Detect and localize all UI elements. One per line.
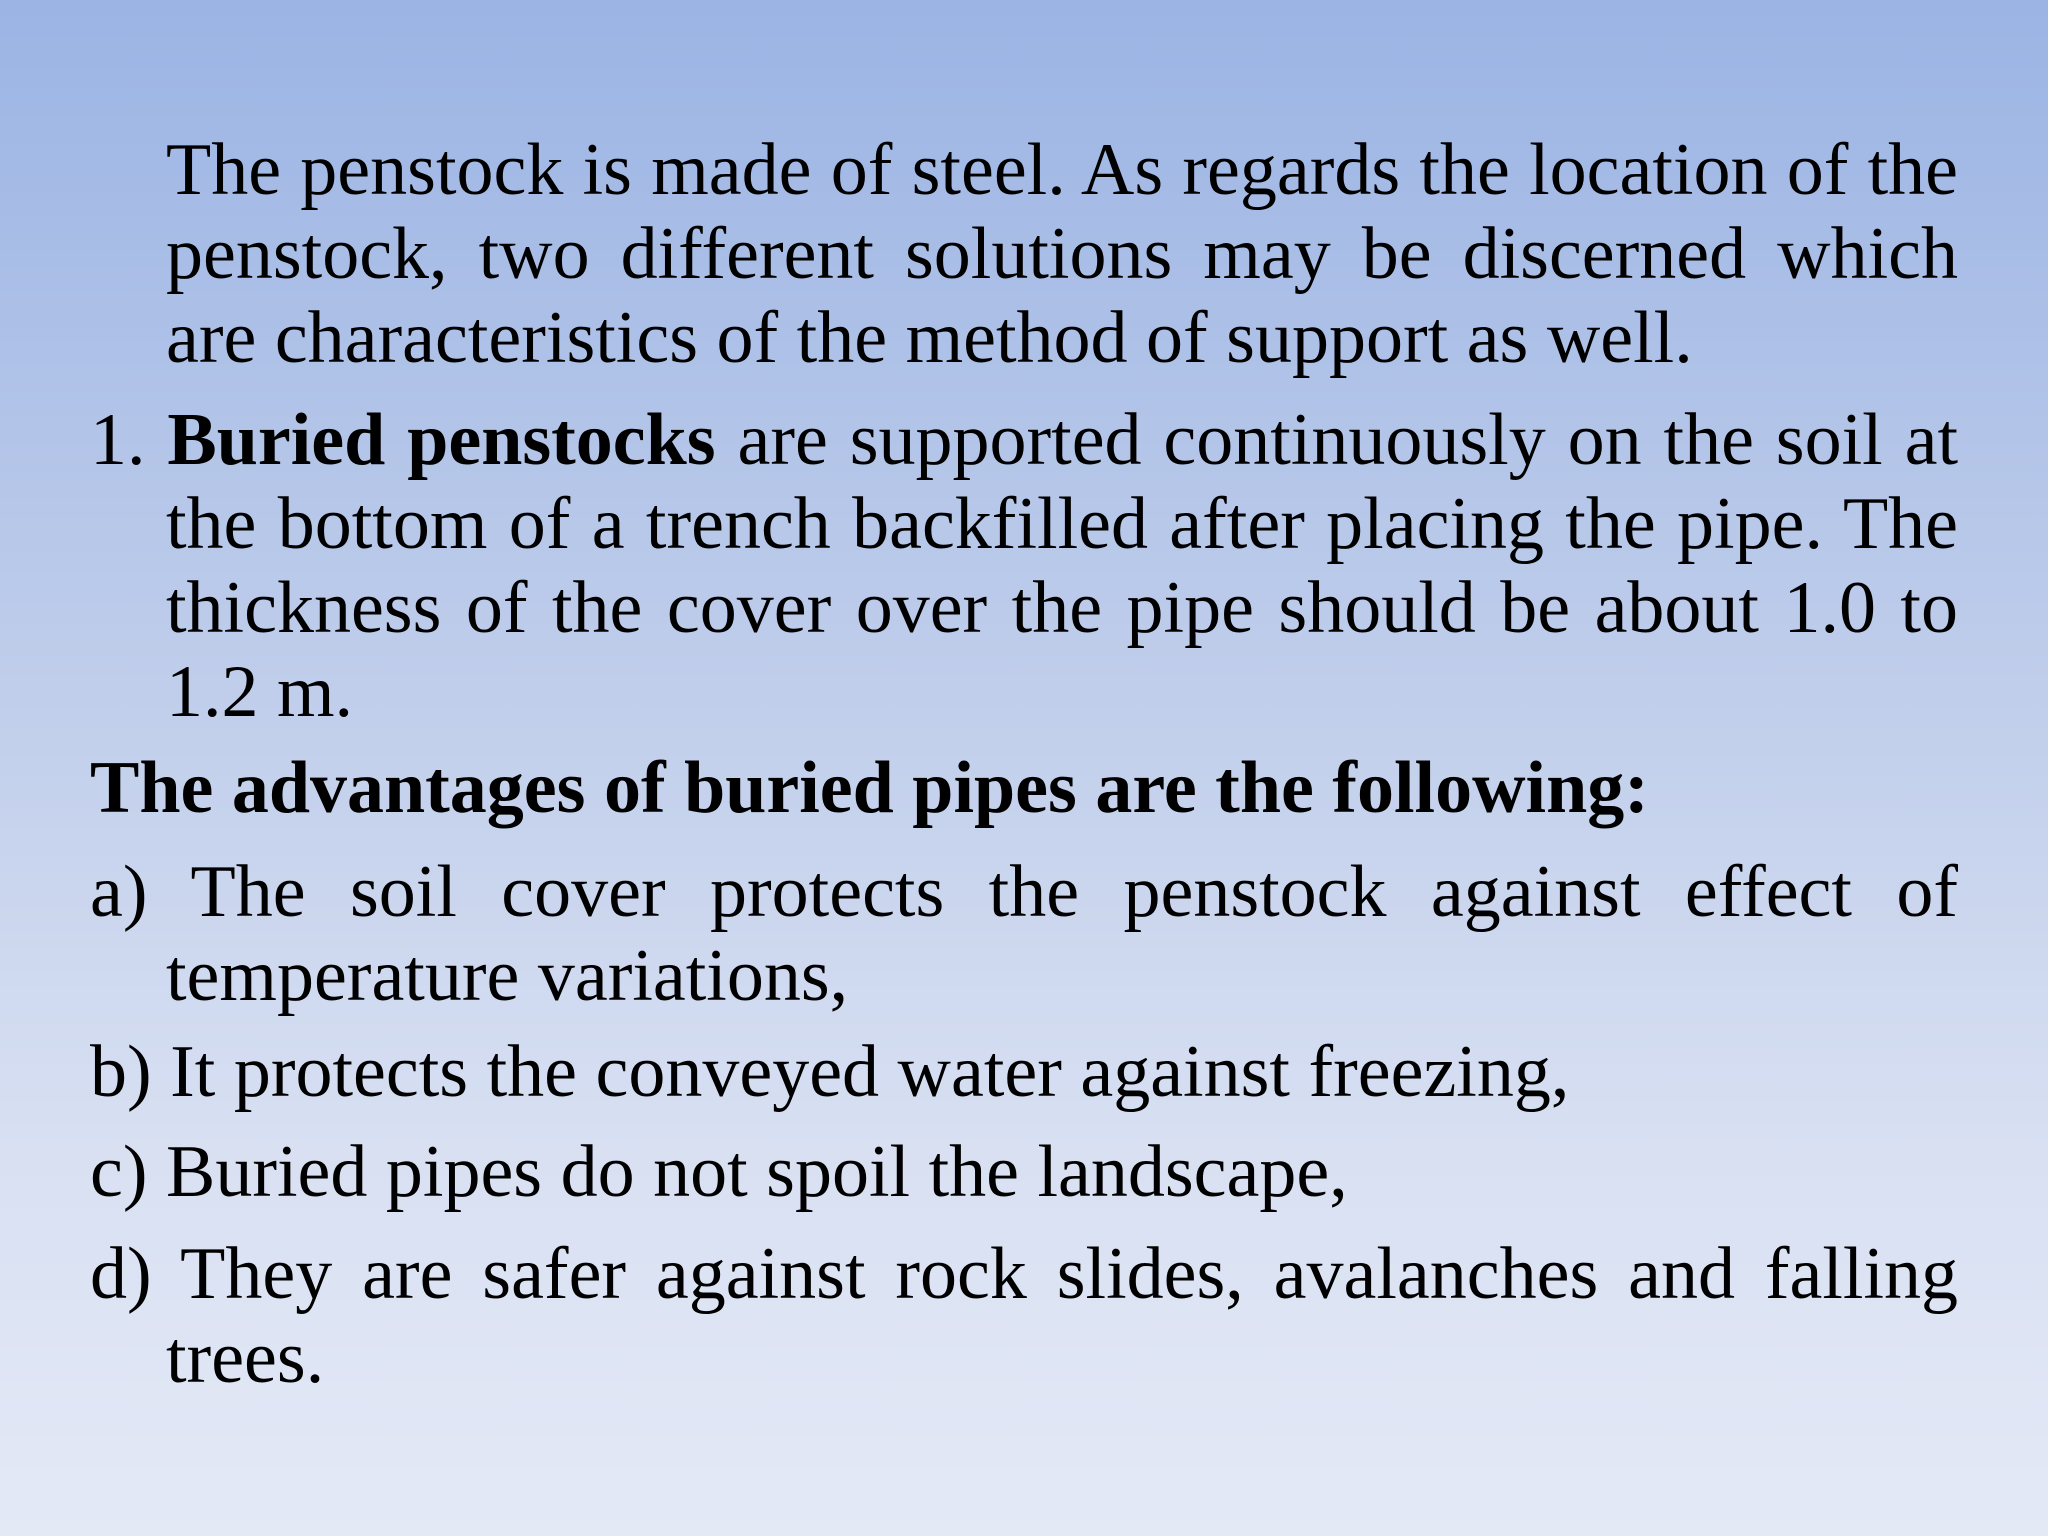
intro-paragraph: The penstock is made of steel. As regards the location of the penstock, two different solutions may be discerned which are characteristics of the method of support as well. (166, 129, 1958, 379)
advantages-heading: The advantages of buried pipes are the following: (90, 747, 1649, 829)
list-item-buried-penstocks (90, 398, 1958, 734)
advantage-item-b: b) It protects the conveyed water against freezing, (90, 1031, 1570, 1113)
advantage-item-d: d) They are safer against rock slides, avalanches and falling trees. (90, 1233, 1958, 1399)
advantage-item-c: c) Buried pipes do not spoil the landscape, (90, 1131, 1348, 1213)
advantage-item-a: a) The soil cover protects the penstock against effect of temperature variations, (90, 851, 1958, 1017)
list-item-number: 1. (90, 399, 168, 481)
buried-penstocks-description: are supported continuously on the soil at the bottom of a trench backfilled after placing the pipe. The thickness of the cover over the pipe should be about 1.0 to 1.2 m. (166, 399, 1959, 733)
buried-penstocks-term: Buried penstocks (167, 399, 716, 481)
